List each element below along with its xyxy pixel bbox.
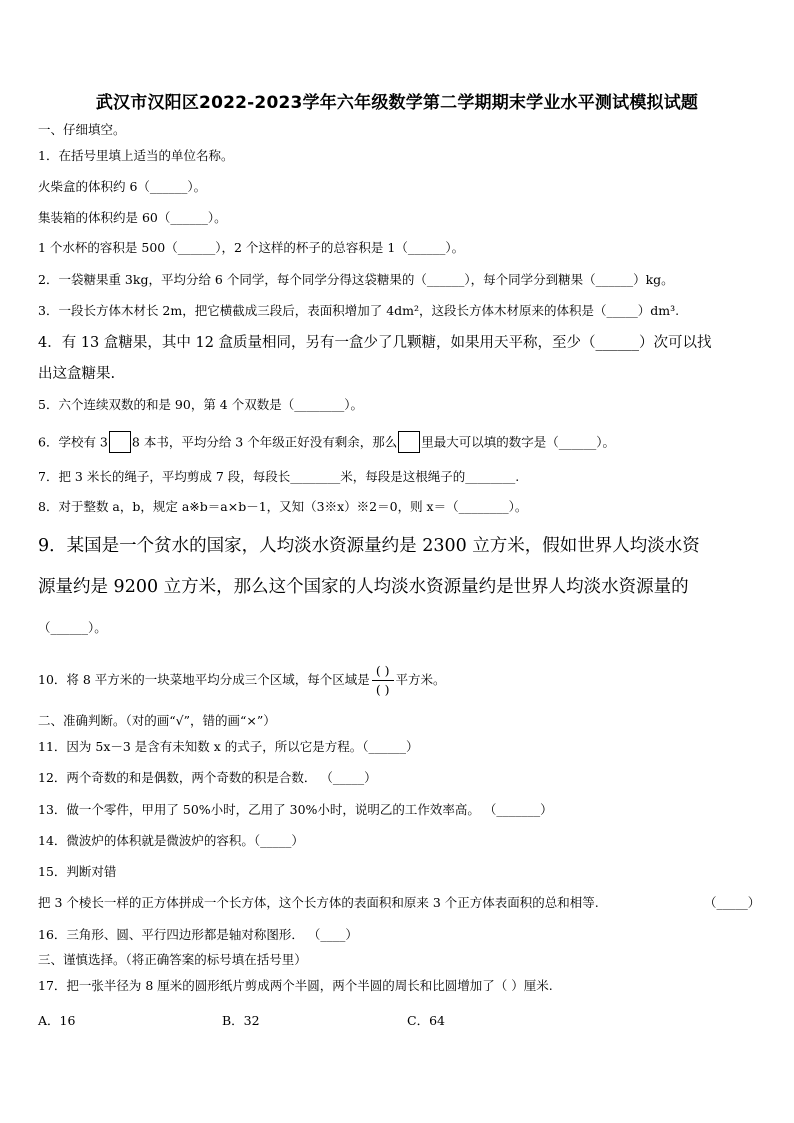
question-4-line-1: 4．有 13 盒糖果，其中 12 盒质量相同，另有一盒少了几颗糖，如果用天平称，至少（______）次可以找 [38,335,712,351]
digit-blank-box [109,431,131,453]
question-8: 8．对于整数 a，b，规定 a※b＝a×b－1，又知（3※x）※2＝0，则 x＝（________）。 [38,499,528,514]
question-12: 12．两个奇数的和是偶数，两个奇数的积是合数． （_____） [38,770,377,785]
question-11: 11．因为 5x－3 是含有未知数 x 的式子，所以它是方程。（______） [38,739,419,754]
question-6-part-2: 8 本书，平均分给 3 个年级正好没有剩余，那么 [131,434,398,450]
fraction-denominator: ( ) [375,682,390,697]
question-1-a: 火柴盒的体积约 6（______）。 [38,179,207,194]
question-7: 7．把 3 米长的绳子，平均剪成 7 段，每段长________米，每段是这根绳子的________. [38,469,520,484]
question-14: 14．微波炉的体积就是微波炉的容积。（_____） [38,833,304,848]
option-a: A．16 [38,1013,76,1028]
question-9-line-2: 源量约是 9200 立方米，那么这个国家的人均淡水资源量约是世界人均淡水资源量的 [38,577,689,597]
fraction-numerator: ( ) [372,663,394,681]
question-10-pre: 10．将 8 平方米的一块菜地平均分成三个区域，每个区域是 [38,672,370,687]
question-6-part-3: 里最大可以填的数字是（______）。 [421,434,615,450]
question-10-post: 平方米。 [395,672,446,687]
question-13: 13．做一个零件，甲用了 50%小时，乙用了 30%小时，说明乙的工作效率高。 （_______） [38,802,553,817]
fraction-blank [372,663,394,698]
question-5: 5．六个连续双数的和是 90，第 4 个双数是（________）。 [38,397,363,412]
question-10 [38,662,446,698]
section-heading-fill: 一、仔细填空。 [38,122,126,137]
question-2: 2．一袋糖果重 3kg，平均分给 6 个同学，每个同学分得这袋糖果的（______），每个同学分到糖果（______）kg。 [38,272,674,287]
question-6-part-1: 6．学校有 3 [38,434,108,450]
question-17-stem: 17．把一张半径为 8 厘米的圆形纸片剪成两个半圆，两个半圆的周长和比圆增加了（ ）厘米. [38,978,553,993]
question-4-line-2: 出这盒糖果. [38,366,116,382]
option-b: B．32 [222,1013,260,1028]
section-heading-choice: 三、谨慎选择。（将正确答案的标号填在括号里） [38,952,307,967]
question-6 [38,432,615,454]
question-9-line-1: 9．某国是一个贫水的国家，人均淡水资源量约是 2300 立方米，假如世界人均淡水资 [38,536,700,556]
page-title: 武汉市汉阳区2022-2023学年六年级数学第二学期期末学业水平测试模拟试题 [95,93,699,113]
section-heading-judge: 二、准确判断。（对的画“√”，错的画“×”） [38,713,276,728]
question-3: 3．一段长方体木材长 2m，把它横截成三段后，表面积增加了 4dm²，这段长方体木材原来的体积是（_____）dm³. [38,303,680,318]
question-1-stem: 1．在括号里填上适当的单位名称。 [38,148,234,163]
question-9-line-3: （______）。 [38,620,107,635]
question-15-blank: （_____） [704,895,761,910]
question-15-stem: 15．判断对错 [38,864,117,879]
question-1-b: 集装箱的体积约是 60（______）。 [38,210,227,225]
digit-blank-box [398,431,420,453]
question-16: 16．三角形、圆、平行四边形都是轴对称图形． （____） [38,927,358,942]
question-15-body: 把 3 个棱长一样的正方体拼成一个长方体，这个长方体的表面积和原来 3 个正方体表面积的总和相等. [38,895,599,910]
question-1-c: 1 个水杯的容积是 500（______），2 个这样的杯子的总容积是 1（______）。 [38,240,465,255]
option-c: C．64 [407,1013,445,1028]
